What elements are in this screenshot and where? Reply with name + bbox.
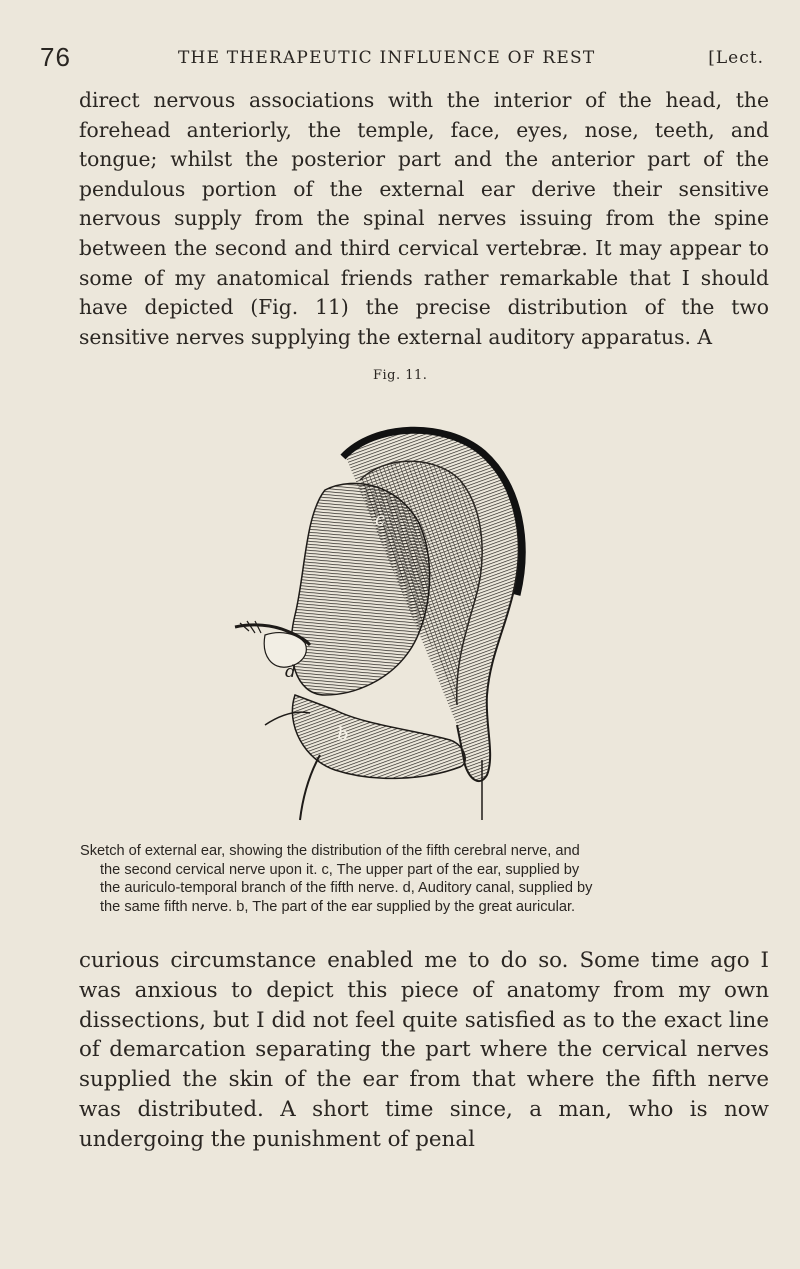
caption-line-3: the auriculo-temporal branch of the fifth nerve. d, Auditory canal, supplied by [100, 880, 593, 896]
body-paragraph-2: curious circumstance enabled me to do so. Some time ago I was anxious to depict this piece of anatomy from my own dissections, but I did not feel quite satisfied as to the exact line of demarcation separating the part where the cervical nerves supplied the skin of the ear from that where the fifth nerve was distributed. A short time since, a man, who is now undergoing the punishment of penal [79, 948, 769, 1152]
caption-line-1: Sketch of external ear, showing the distribution of the fifth cerebral nerve, and [80, 843, 580, 859]
figure-letter-d: d [285, 662, 296, 682]
running-head: THE THERAPEUTIC INFLUENCE OF REST [178, 48, 596, 68]
figure-caption [80, 842, 760, 916]
page-number: 76 [40, 42, 71, 72]
figure-letter-b: b [337, 724, 349, 745]
section-marker: [Lect. [708, 48, 764, 68]
ear-sketch-illustration [225, 395, 555, 840]
ear-concha [291, 483, 429, 695]
caption-line-2: the second cervical nerve upon it. c, The upper part of the ear, supplied by [100, 861, 580, 878]
figure-label: Fig. 11. [373, 368, 428, 383]
page-header [40, 42, 764, 78]
ear-lobule [292, 695, 465, 778]
body-paragraph-1: direct nervous associations with the interior of the head, the forehead anteriorly, the temple, face, eyes, nose, teeth, and tongue; whilst the posterior part and the anterior part of the pendulous portion of the external ear derive their sensitive nervous supply from the spinal nerves issuing from the spine between the second and third cervical vertebræ. It may appear to some of my anatomical friends rather remarkable that I should have depicted (Fig. 11) the precise distribution of the two sensitive nerves supplying the external auditory apparatus. A [79, 88, 769, 349]
great-auricular-nerve [300, 755, 320, 820]
caption-line-4: the same fifth nerve. b, The part of the ear supplied by the great auricular. [100, 898, 576, 915]
figure-letter-c: c [375, 509, 386, 530]
